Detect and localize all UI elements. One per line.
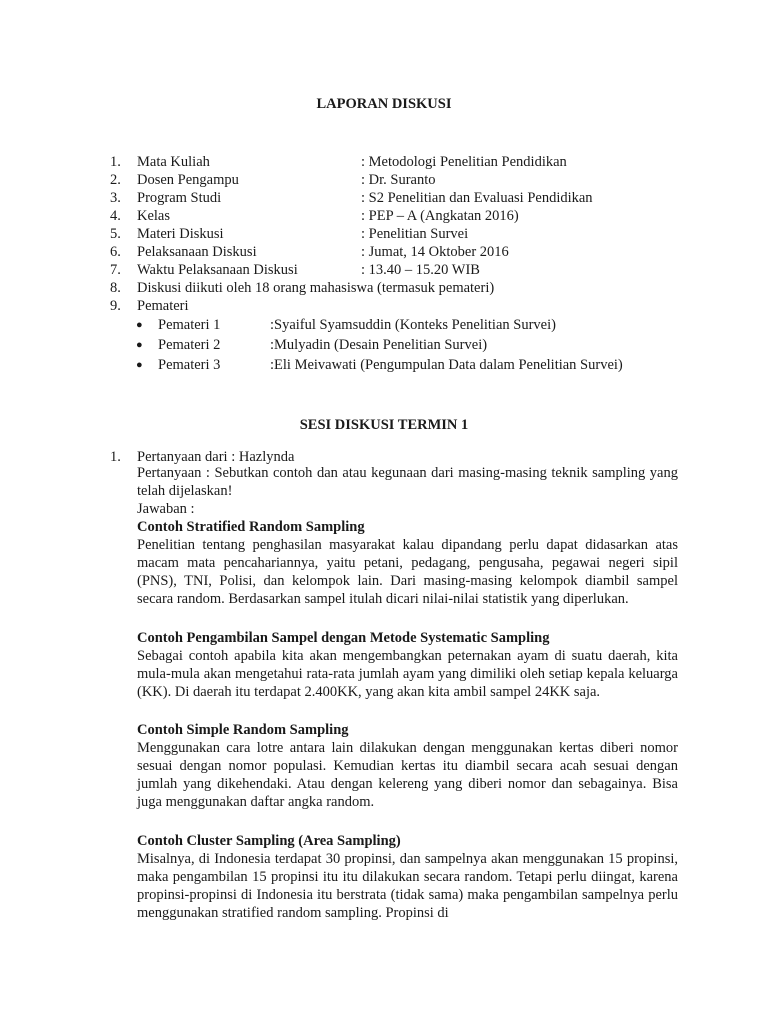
info-value: : Dr. Suranto (361, 172, 436, 188)
info-label: Dosen Pengampu (137, 172, 239, 188)
participants-text: Diskusi diikuti oleh 18 orang mahasiswa (termasuk pemateri) (137, 280, 495, 296)
info-value: : PEP – A (Angkatan 2016) (361, 208, 519, 224)
section-body: Menggunakan cara lotre antara lain dilakukan dengan menggunakan kertas diberi nomor sesuai dengan nomor populasi. Kemudian kertas itu diambil secara acah sesuai dengan jumlah yang dikehendaki. Atau dengan kelereng yang diberi nomor dan sebagainya. Bisa juga menggunakan daftar angka random. (137, 740, 678, 810)
question-text: Pertanyaan : Sebutkan contoh dan atau kegunaan dari masing-masing teknik sampling yang telah dijelaskan! (137, 465, 678, 499)
bullet-icon: ● (136, 319, 143, 331)
section-heading: Contoh Cluster Sampling (Area Sampling) (137, 833, 401, 849)
info-number: 9. (110, 298, 121, 314)
bullet-icon: ● (136, 359, 143, 371)
session-title: SESI DISKUSI TERMIN 1 (299, 417, 469, 433)
info-label: Waktu Pelaksanaan Diskusi (137, 262, 298, 278)
info-number: 6. (110, 244, 121, 260)
info-number: 1. (110, 154, 121, 170)
info-value: : Metodologi Penelitian Pendidikan (361, 154, 567, 170)
info-number: 5. (110, 226, 121, 242)
info-value: : Penelitian Survei (361, 226, 469, 242)
info-number: 3. (110, 190, 121, 206)
info-number: 4. (110, 208, 121, 224)
bullet-icon: ● (136, 339, 143, 351)
info-label: Program Studi (137, 190, 222, 206)
info-number: 8. (110, 280, 121, 296)
presenter-label: Pemateri 3 (158, 357, 221, 373)
info-label: Kelas (137, 208, 171, 224)
section-body: Sebagai contoh apabila kita akan mengembangkan peternakan ayam di suatu daerah, kita mula-mula akan mengetahui rata-rata jumlah ayam yang dimiliki oleh setiap kepala keluarga (KK). Di daerah itu terdapat 2.400KK, yang akan kita ambil sampel 24KK saja. (137, 648, 678, 700)
info-value: : 13.40 – 15.20 WIB (361, 262, 480, 278)
section-heading: Contoh Simple Random Sampling (137, 722, 349, 738)
info-number: 2. (110, 172, 121, 188)
section-body: Penelitian tentang penghasilan masyarakat kalau dipandang perlu dapat didasarkan atas macam mata pencahariannya, yaitu petani, pedagang, pengusaha, pegawai negeri sipil (PNS), TNI, Polisi, dan kelompok lain. Dari masing-masing kelompok diambil sampel secara random. Berdasarkan sampel itulah dicari nilai-nilai statistik yang diperlukan. (137, 537, 678, 607)
section-heading: Contoh Stratified Random Sampling (137, 519, 365, 535)
presenter-label: Pemateri 2 (158, 337, 221, 353)
answer-label: Jawaban : (137, 501, 195, 517)
section-body: Misalnya, di Indonesia terdapat 30 propinsi, dan sampelnya akan menggunakan 15 propinsi, maka pengambilan 15 propinsi itu itu dilakukan secara random. Tetapi perlu diingat, karena propinsi-propinsi di Indonesia itu berstrata (tidak sama) maka pengambilan sampelnya perlu menggunakan stratified random sampling. Propinsi di (137, 851, 678, 921)
info-label: Mata Kuliah (137, 154, 210, 170)
presenter-value: :Mulyadin (Desain Penelitian Survei) (270, 337, 488, 353)
info-value: : Jumat, 14 Oktober 2016 (361, 244, 509, 260)
document-title: LAPORAN DISKUSI (316, 96, 452, 112)
presenter-value: :Syaiful Syamsuddin (Konteks Penelitian Survei) (270, 317, 556, 333)
section-heading: Contoh Pengambilan Sampel dengan Metode Systematic Sampling (137, 630, 550, 646)
info-number: 7. (110, 262, 121, 278)
info-label: Materi Diskusi (137, 226, 224, 242)
presenter-label: Pemateri 1 (158, 317, 221, 333)
presenter-value: :Eli Meivawati (Pengumpulan Data dalam Penelitian Survei) (270, 357, 623, 373)
question-number: 1. (110, 449, 121, 465)
info-value: : S2 Penelitian dan Evaluasi Pendidikan (361, 190, 593, 206)
presenters-heading: Pemateri (137, 298, 189, 314)
question-from: Pertanyaan dari : Hazlynda (137, 449, 295, 465)
info-label: Pelaksanaan Diskusi (137, 244, 257, 260)
